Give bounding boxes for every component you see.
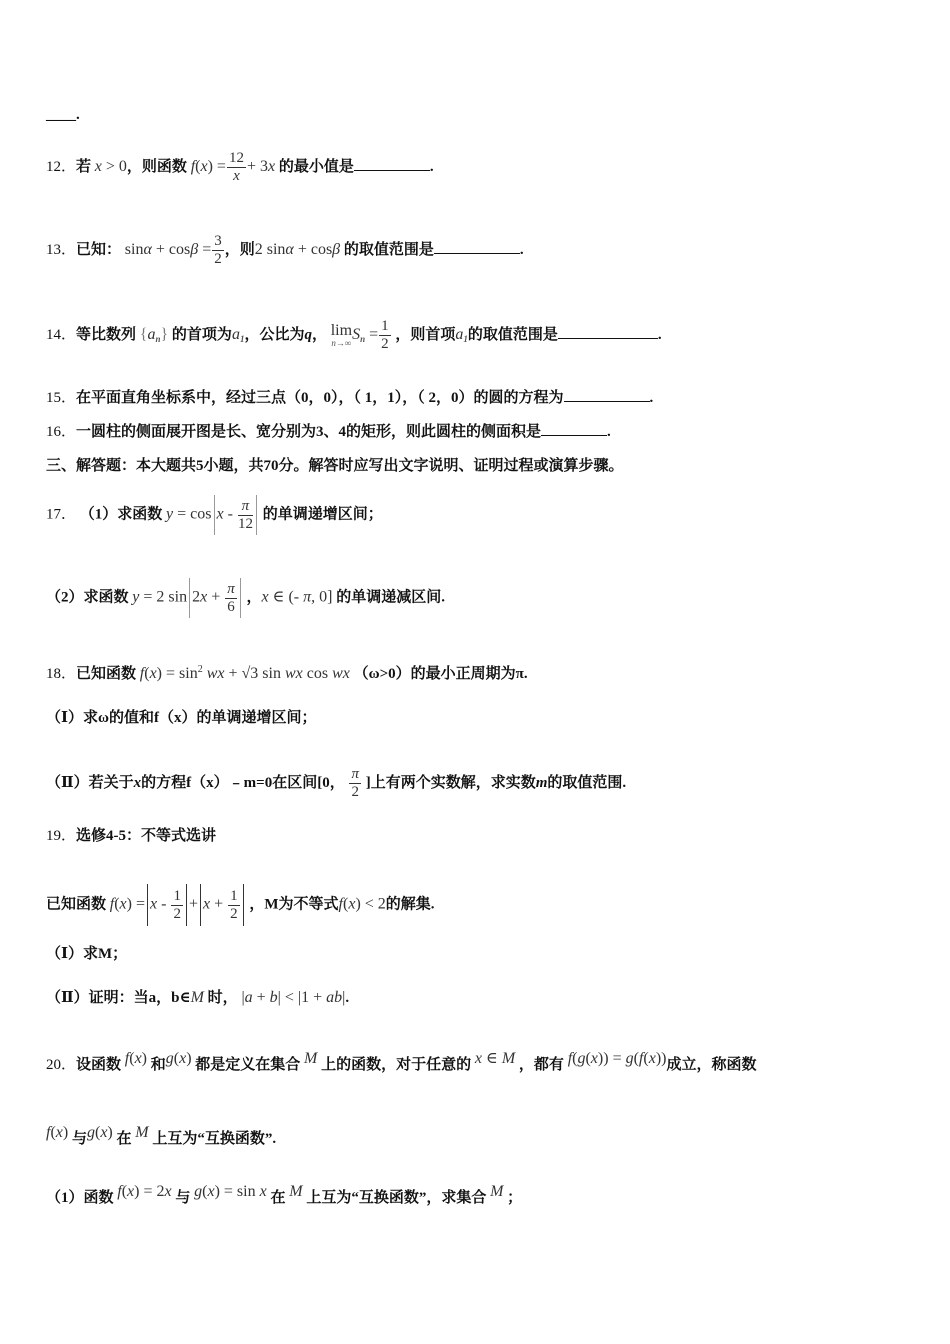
q15-answer-blank bbox=[564, 400, 650, 402]
question-19-part-2: （Ⅱ）证明：当a，b∈M 时， |a + b| < |1 + ab|. bbox=[46, 989, 350, 1006]
question-19-part-1: （Ⅰ）求M； bbox=[46, 946, 128, 962]
q20-condition: f bbox=[567, 1050, 573, 1067]
question-16: 16．一圆柱的侧面展开图是长、宽分别为3、4的矩形，则此圆柱的侧面积是 . bbox=[46, 424, 611, 440]
q11-answer-blank: ____. bbox=[46, 107, 80, 123]
section-3-heading: 三、解答题：本大题共5小题，共70分。解答时应写出文字说明、证明过程或演算步骤。 bbox=[46, 458, 624, 474]
q12-function: f bbox=[190, 157, 196, 175]
q19-function: f bbox=[109, 895, 115, 913]
q14-limit: lim n→∞ bbox=[330, 322, 353, 348]
question-18-part-2: （Ⅱ）若关于x的方程f（x）﹣m=0在区间[0， $\frac{\pi}{2}$ ]上有两个实数解，求实数m的取值范围. bbox=[46, 766, 627, 800]
q17-function-1: y bbox=[166, 505, 174, 523]
question-17-part-1: 17． （1）求函数 y = cos x - $\frac{\pi}{12}$ 的单调递增区间； bbox=[46, 495, 383, 535]
q13-answer-blank bbox=[434, 252, 520, 254]
q12-condition: x bbox=[94, 157, 102, 175]
q16-answer-blank bbox=[541, 434, 607, 436]
question-20-part-1: （1）函数 f(x) = 2x 与 g(x) = sin x 在 M 上互为“互换函数”，求集合 M ； bbox=[46, 1183, 523, 1206]
q13-expression: 2 sin bbox=[254, 240, 286, 258]
question-12: 12．若 x > 0，则函数 f(x) = $\frac{12}{x}$ + 3x 的最小值是 . bbox=[46, 150, 434, 184]
question-20-line-2: f(x) 与g(x) 在 M 上互为“互换函数”. bbox=[46, 1124, 277, 1147]
question-15: 15．在平面直角坐标系中，经过三点（0，0），（ 1，1），（ 2，0）的圆的方程为 . bbox=[46, 390, 654, 406]
question-19-statement: 已知函数 f(x) = x - $\frac{1}{2}$ + x + $\frac{1}{2}$ ，M为不等式f(x) < 2的解集. bbox=[46, 884, 435, 926]
question-14: 14．等比数列 $\{a_n\}$ 的首项为$a_1$，公比为q， lim n→∞ $S_n$ = $\frac{1}{2}$ ，则首项$a_1$的取值范围是 . bbox=[46, 318, 662, 352]
question-18: 18．已知函数 $f(x) = \sin^2$ wx + √3 sin wx cos wx （ω>0）的最小正周期为π. bbox=[46, 664, 528, 682]
q19-inequality: | bbox=[241, 989, 245, 1006]
question-20: 20．设函数 f(x) 和g(x) 都是定义在集合 M 上的函数，对于任意的 x ∈ M ，都有 f(g(x)) = g(f(x))成立，称函数 bbox=[46, 1050, 757, 1073]
question-18-part-1: （Ⅰ）求ω的值和f（x）的单调递增区间； bbox=[46, 710, 317, 726]
q18-function: f bbox=[139, 665, 145, 682]
q14-answer-blank bbox=[558, 337, 658, 339]
question-17-part-2: （2）求函数 y = 2 sin 2x + $\frac{\pi}{6}$ ，x ∈ (- π, 0] 的单调递减区间. bbox=[46, 578, 445, 618]
question-13: 13．已知： sinα + cosβ = $\frac{3}{2}$ ，则2 sinα + cosβ 的取值范围是 . bbox=[46, 233, 524, 267]
q12-number: 12． bbox=[46, 158, 77, 175]
q13-equation: sin bbox=[124, 240, 144, 258]
q17-function-2: y bbox=[132, 588, 140, 606]
q12-answer-blank bbox=[354, 169, 430, 171]
question-19-title: 19．选修4-5：不等式选讲 bbox=[46, 828, 217, 844]
